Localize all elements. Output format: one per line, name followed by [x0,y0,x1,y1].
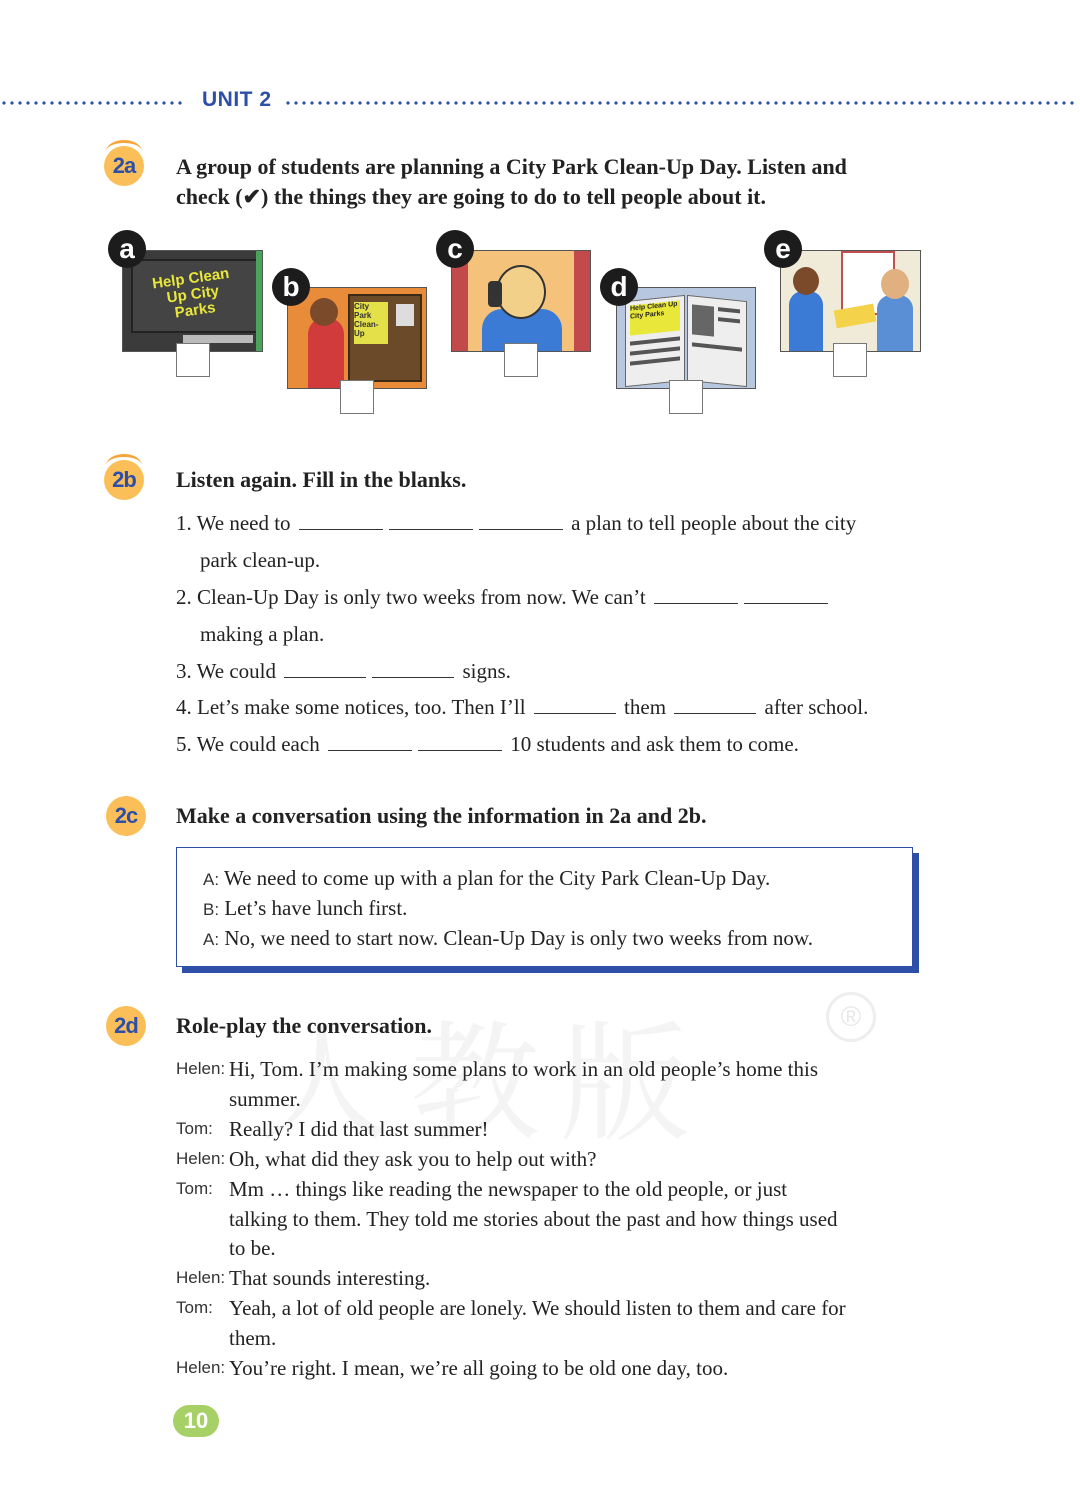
badge-2c: 2c [106,796,146,836]
dialogue-speaker-2: Tom: [176,1119,213,1138]
dialogue-line-3: Oh, what did they ask you to help out with? [229,1147,597,1171]
conversation-line-2: B: Let’s have lunch first. [203,896,408,920]
exercise-item-2-cont: making a plan. [200,622,325,646]
checkbox-a[interactable] [176,343,210,377]
dialogue-line-4: Mm … things like reading the newspaper to the old people, or just [229,1177,788,1201]
blank-1c[interactable] [479,509,563,530]
dialogue-speaker-1: Helen: [176,1059,226,1078]
dialogue-speaker-3: Helen: [176,1149,226,1168]
dialogue-line-7: You’re right. I mean, we’re all going to be old one day, too. [229,1356,729,1380]
picture-letter-c: c [436,230,474,268]
instruction-2a: A group of students are planning a City Park Clean-Up Day. Listen and check (✔) the things they are going to do to tell people about it. [176,154,847,209]
exercise-item-3: 3. We could signs. [176,659,511,683]
dialogue-speaker-7: Helen: [176,1358,226,1377]
dialogue-line-4-cont-1: talking to them. They told me stories about the past and how things used [229,1207,838,1231]
header-dots-right [284,100,1074,106]
dialogue-line-5: That sounds interesting. [229,1266,431,1290]
instruction-2c: Make a conversation using the information in 2a and 2b. [176,803,707,828]
instruction-2b: Listen again. Fill in the blanks. [176,467,467,492]
blank-5b[interactable] [418,730,502,751]
conversation-box [176,847,913,967]
blank-1b[interactable] [389,509,473,530]
dialogue-line-2: Really? I did that last summer! [229,1117,489,1141]
checkbox-e[interactable] [833,343,867,377]
blank-3b[interactable] [372,657,454,678]
poster-text: City Park Clean-Up [354,302,388,344]
picture-a [122,250,263,352]
conversation-line-1: A: We need to come up with a plan for the City Park Clean-Up Day. [203,866,771,890]
blank-2b[interactable] [744,583,828,604]
dialogue-line-1-cont: summer. [229,1087,301,1111]
tv-text: Help Clean Up City Parks [151,264,231,322]
speaker-label: A: [203,870,220,889]
conversation-line-3: A: No, we need to start now. Clean-Up Day is only two weeks from now. [203,926,813,950]
exercise-item-1: 1. We need to a plan to tell people about the city [176,511,857,535]
checkbox-c[interactable] [504,343,538,377]
picture-letter-e: e [764,230,802,268]
unit-label: UNIT 2 [202,88,272,111]
blank-1a[interactable] [299,509,383,530]
dialogue-speaker-4: Tom: [176,1179,213,1198]
picture-letter-a: a [108,230,146,268]
instruction-2d: Role-play the conversation. [176,1013,433,1038]
picture-letter-b: b [272,268,310,306]
blank-3a[interactable] [284,657,366,678]
picture-c [451,250,591,352]
speaker-label: A: [203,930,220,949]
picture-b [287,287,427,389]
blank-2a[interactable] [654,583,738,604]
exercise-item-5: 5. We could each 10 students and ask them to come. [176,732,799,756]
dialogue-speaker-5: Helen: [176,1268,226,1287]
badge-2a: 2a [104,146,144,186]
badge-2d: 2d [106,1006,146,1046]
checkbox-b[interactable] [340,380,374,414]
picture-letter-d: d [600,268,638,306]
dialogue-line-6-cont: them. [229,1326,277,1350]
blank-5a[interactable] [328,730,412,751]
blank-4a[interactable] [534,693,616,714]
newspaper-text: Help Clean Up City Parks [630,300,680,335]
checkbox-d[interactable] [669,380,703,414]
dialogue-line-1: Hi, Tom. I’m making some plans to work in an old people’s home this [229,1057,818,1081]
blank-4b[interactable] [674,693,756,714]
header-dots-left [0,100,186,106]
badge-2b: 2b [104,460,144,500]
registered-mark: ® [826,992,876,1042]
speaker-label: B: [203,900,220,919]
exercise-item-2: 2. Clean-Up Day is only two weeks from now. We can’t [176,582,831,612]
dialogue-line-4-cont-2: to be. [229,1236,276,1260]
dialogue-speaker-6: Tom: [176,1298,213,1317]
picture-e [780,250,921,352]
picture-d [616,287,756,389]
dialogue-line-6: Yeah, a lot of old people are lonely. We should listen to them and care for [229,1296,846,1320]
exercise-item-4: 4. Let’s make some notices, too. Then I’ll them after school. [176,695,869,719]
exercise-item-1-cont: park clean-up. [200,548,321,572]
page-number: 10 [173,1405,219,1437]
